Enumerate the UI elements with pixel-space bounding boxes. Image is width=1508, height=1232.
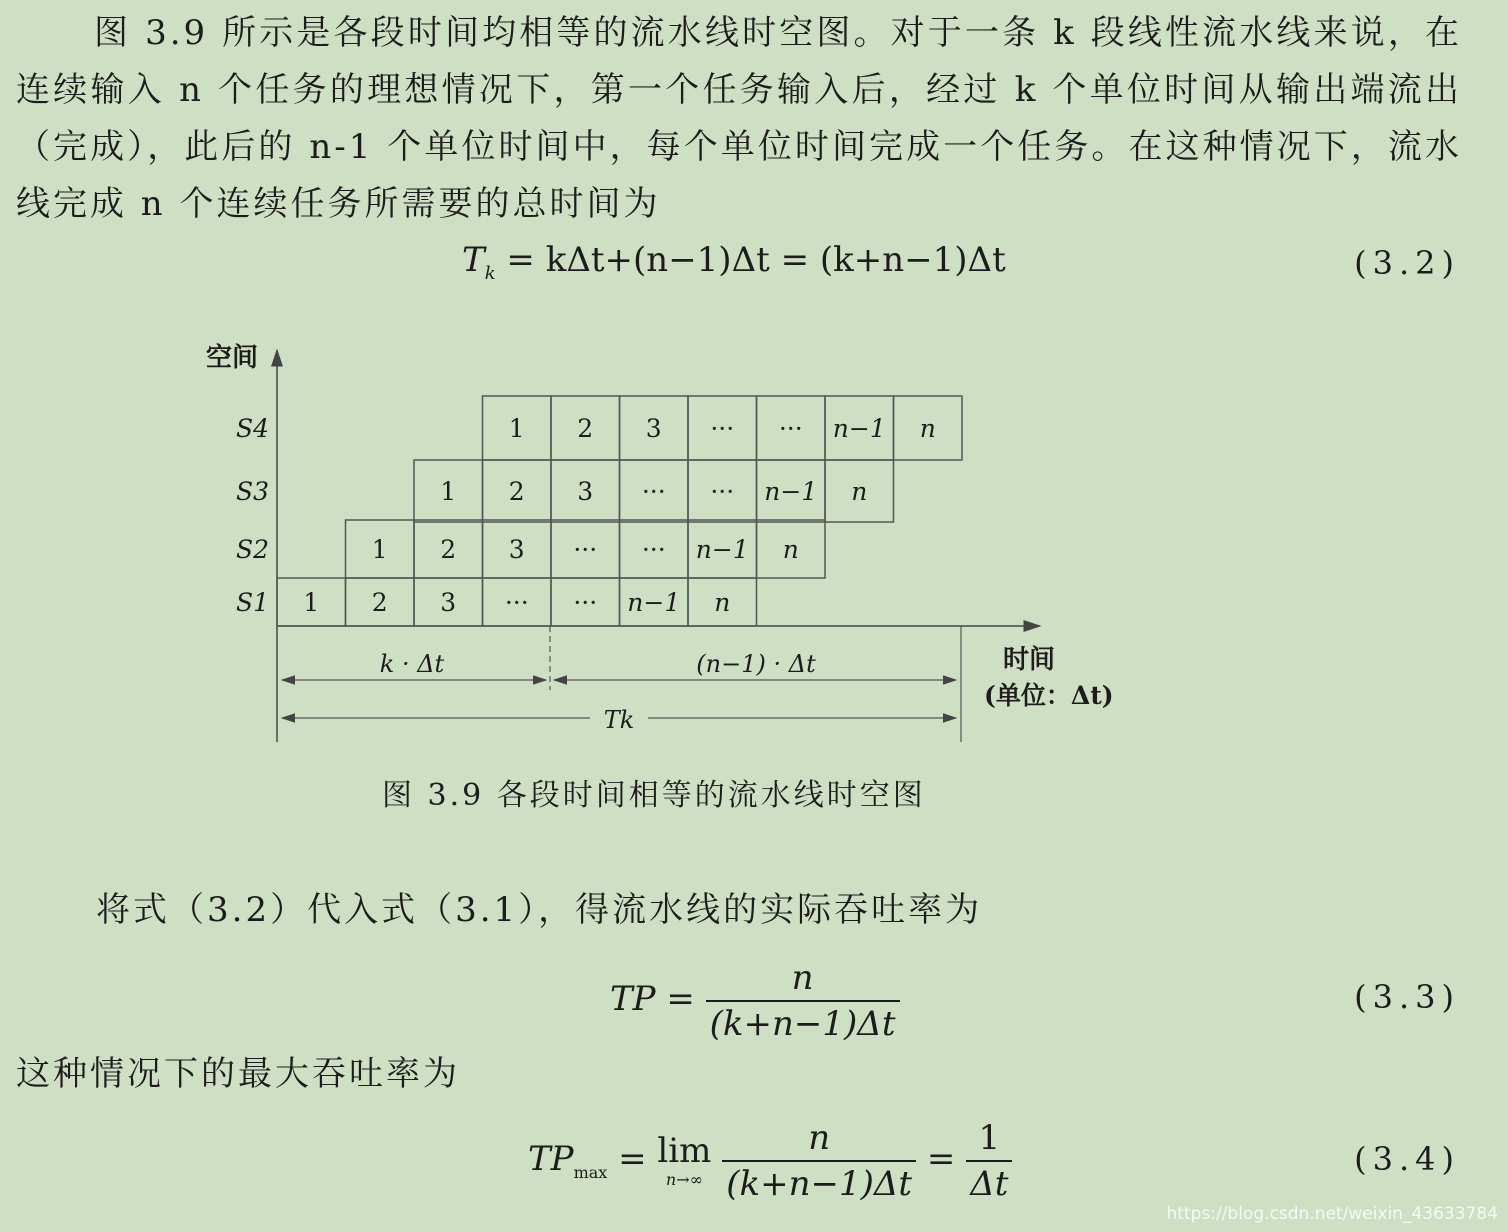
watermark: https://blog.csdn.net/weixin_43633784 <box>1166 1204 1498 1224</box>
max-throughput-paragraph: 这种情况下的最大吞吐率为 <box>16 1054 460 1094</box>
equation-number-3-2: (3.2) <box>1354 244 1460 282</box>
eq34-limit <box>657 1131 712 1189</box>
grid-cell-label: 2 <box>577 414 594 443</box>
eq34-equals: = <box>618 1139 647 1179</box>
grid-cell-label: 3 <box>645 414 662 443</box>
substitution-paragraph: 将式（3.2）代入式（3.1），得流水线的实际吞吐率为 <box>96 890 983 930</box>
equation-3-4 <box>528 1118 1012 1204</box>
stage-label: S2 <box>236 535 270 564</box>
x-axis-label: 时间 <box>1003 645 1056 675</box>
eq34-numerator: n <box>808 1118 831 1158</box>
grid-cell-label: n−1 <box>627 588 681 617</box>
x-axis-unit: (单位：Δt) <box>984 681 1114 710</box>
y-axis-label: 空间 <box>206 343 259 373</box>
eq33-fraction <box>706 958 900 1044</box>
eq33-lhs: TP = <box>610 979 695 1019</box>
eq34-denominator-2: Δt <box>966 1160 1012 1204</box>
figure-caption: 图 3.9 各段时间相等的流水线时空图 <box>382 778 926 813</box>
eq34-fraction <box>722 1118 916 1204</box>
intro-paragraph: 图 3.9 所示是各段时间均相等的流水线时空图。对于一条 k 段线性流水线来说，在连续输入 n 个任务的理想情况下，第一个任务输入后，经过 k 个单位时间从输出端流出（完成），此后的 n-1 个单位时间中，每个单位时间完成一个任务。在这种情况下，流水线完成 n 个连续任务所需要的总时间为 <box>16 13 1462 224</box>
stage-label: S3 <box>236 477 270 506</box>
grid-cell-label: ··· <box>778 414 803 443</box>
eq32-lhs: T <box>462 240 485 280</box>
grid-cell-label: 3 <box>508 535 525 564</box>
eq34-lhs: TP <box>528 1139 574 1179</box>
grid-cell-label: 1 <box>303 588 320 617</box>
equation-number-3-4: (3.4) <box>1354 1140 1460 1178</box>
eq34-fraction-2 <box>966 1118 1012 1204</box>
eq34-numerator-2: 1 <box>978 1118 1001 1158</box>
dim-label-fill: k · Δt <box>379 650 445 678</box>
grid-cell-label: n−1 <box>695 535 749 564</box>
grid-cell-label: 2 <box>508 477 525 506</box>
stage-label: S4 <box>236 414 270 443</box>
dim-label-total: Tk <box>603 706 635 734</box>
dim-label-rest: (n−1) · Δt <box>696 650 816 678</box>
grid-cell-label: n−1 <box>832 414 886 443</box>
grid-cell-label: n <box>714 588 731 617</box>
stage-label: S1 <box>236 588 270 617</box>
grid-cell-label: n−1 <box>764 477 818 506</box>
grid-cell-label: 1 <box>371 535 388 564</box>
eq33-numerator: n <box>791 958 814 998</box>
grid-cell-label: 1 <box>440 477 457 506</box>
eq32-lhs-sub: k <box>484 262 496 284</box>
pipeline-grid <box>236 396 962 626</box>
grid-cell-label: 3 <box>440 588 457 617</box>
grid-cell-label: ··· <box>573 535 598 564</box>
grid-cell-label: 2 <box>371 588 388 617</box>
grid-cell-label: ··· <box>710 477 735 506</box>
grid-cell-label: n <box>919 414 936 443</box>
grid-cell-label: ··· <box>504 588 529 617</box>
grid-cell-label: n <box>851 477 868 506</box>
eq32-rhs: = kΔt+(n−1)Δt = (k+n−1)Δt <box>506 240 1006 280</box>
grid-cell-label: ··· <box>710 414 735 443</box>
eq34-lim-sub: n→∞ <box>665 1170 703 1189</box>
eq34-lhs-sub: max <box>573 1162 608 1182</box>
grid-cell-label: 3 <box>577 477 594 506</box>
grid-cell-label: 2 <box>440 535 457 564</box>
equation-3-3 <box>610 958 900 1044</box>
eq34-denominator: (k+n−1)Δt <box>722 1160 916 1204</box>
grid-cell-label: ··· <box>641 535 666 564</box>
grid-cell-label: ··· <box>641 477 666 506</box>
grid-cell-label: n <box>782 535 799 564</box>
eq34-lim-text: lim <box>657 1131 712 1171</box>
eq33-denominator: (k+n−1)Δt <box>706 1000 900 1044</box>
grid-cell-label: ··· <box>573 588 598 617</box>
grid-cell-label: 1 <box>508 414 525 443</box>
equation-number-3-3: (3.3) <box>1354 978 1460 1016</box>
eq34-equals-2: = <box>926 1139 956 1179</box>
